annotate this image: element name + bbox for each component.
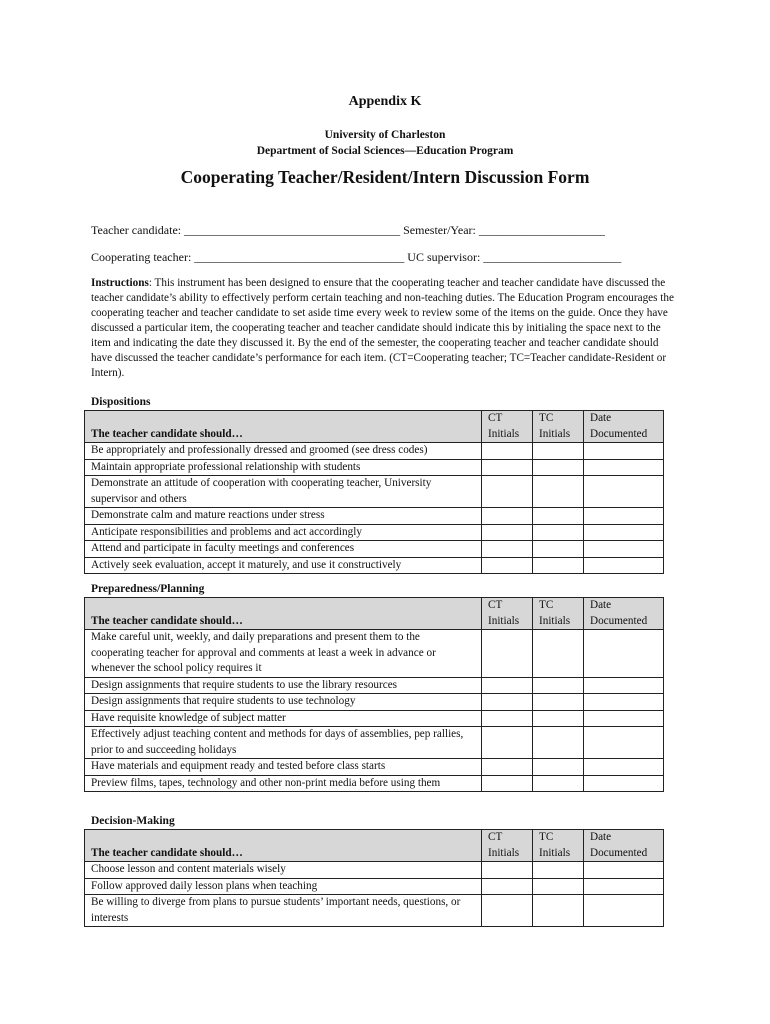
date-cell[interactable] (584, 508, 664, 525)
header-ct-line2: Initials (488, 427, 520, 440)
header-date (584, 411, 664, 443)
header-date-line2: Documented (590, 614, 648, 627)
decision-making-table (84, 829, 664, 927)
tc-initials-cell[interactable] (533, 878, 584, 895)
ct-initials-cell[interactable] (482, 759, 533, 776)
table-row (85, 727, 664, 759)
tc-initials-cell[interactable] (533, 694, 584, 711)
date-cell[interactable] (584, 630, 664, 678)
semester-label: Semester/Year: (403, 223, 476, 237)
table-row (85, 862, 664, 879)
ct-initials-cell[interactable] (482, 694, 533, 711)
item-text: Make careful unit, weekly, and daily preparations and present them to the cooperating teacher for approval and comments at least a week in advance or whenever the school policy requires it (85, 630, 482, 678)
item-text: Follow approved daily lesson plans when teaching (85, 878, 482, 895)
table-row (85, 630, 664, 678)
header-tc (533, 411, 584, 443)
tc-initials-cell[interactable] (533, 677, 584, 694)
item-text: Preview films, tapes, technology and other non-print media before using them (85, 775, 482, 792)
item-text: Demonstrate calm and mature reactions under stress (85, 508, 482, 525)
ct-initials-cell[interactable] (482, 862, 533, 879)
ct-initials-cell[interactable] (482, 459, 533, 476)
tc-initials-cell[interactable] (533, 557, 584, 574)
header-date-line1: Date (590, 599, 612, 611)
table-row (85, 878, 664, 895)
table-row (85, 694, 664, 711)
date-cell[interactable] (584, 727, 664, 759)
tc-initials-cell[interactable] (533, 508, 584, 525)
header-date-line1: Date (590, 412, 612, 424)
header-tc-line1: TC (539, 599, 554, 611)
item-text: Demonstrate an attitude of cooperation with cooperating teacher, University supervisor and others (85, 476, 482, 508)
header-tc-line2: Initials (539, 427, 571, 440)
date-cell[interactable] (584, 541, 664, 558)
ct-initials-cell[interactable] (482, 476, 533, 508)
item-text: Have materials and equipment ready and tested before class starts (85, 759, 482, 776)
table-row (85, 524, 664, 541)
ct-initials-cell[interactable] (482, 557, 533, 574)
header-date-line1: Date (590, 831, 612, 843)
ct-initials-cell[interactable] (482, 524, 533, 541)
table-header-row (85, 411, 664, 443)
header-ct-line1: CT (488, 599, 503, 611)
header-tc-line1: TC (539, 831, 554, 843)
header-ct-line1: CT (488, 412, 503, 424)
header-tc-line1: TC (539, 412, 554, 424)
tc-initials-cell[interactable] (533, 541, 584, 558)
date-cell[interactable] (584, 710, 664, 727)
item-text: Be appropriately and professionally dressed and groomed (see dress codes) (85, 443, 482, 460)
table-row (85, 759, 664, 776)
header-date (584, 830, 664, 862)
tc-initials-cell[interactable] (533, 862, 584, 879)
item-text: Maintain appropriate professional relationship with students (85, 459, 482, 476)
ct-initials-cell[interactable] (482, 727, 533, 759)
uc-supervisor-label: UC supervisor: (407, 250, 481, 264)
dispositions-table (84, 410, 664, 574)
header-item: The teacher candidate should… (85, 598, 482, 630)
header-ct-line2: Initials (488, 846, 520, 859)
section-title-decision-making: Decision-Making (91, 815, 175, 827)
item-text: Attend and participate in faculty meetings and conferences (85, 541, 482, 558)
uc-supervisor-blank[interactable]: _______________________ (480, 250, 622, 264)
cooperating-teacher-row (91, 250, 621, 265)
ct-initials-cell[interactable] (482, 630, 533, 678)
date-cell[interactable] (584, 459, 664, 476)
tc-initials-cell[interactable] (533, 630, 584, 678)
cooperating-teacher-label: Cooperating teacher: (91, 250, 192, 264)
ct-initials-cell[interactable] (482, 443, 533, 460)
instructions-label: Instructions (91, 277, 149, 289)
preparedness-table (84, 597, 664, 792)
item-text: Design assignments that require students to use technology (85, 694, 482, 711)
item-text: Effectively adjust teaching content and methods for days of assemblies, pep rallies, prior to and succeeding holidays (85, 727, 482, 759)
university-name: University of Charleston (324, 129, 446, 141)
date-cell[interactable] (584, 524, 664, 541)
table-row (85, 541, 664, 558)
table-row (85, 677, 664, 694)
table-row (85, 557, 664, 574)
header-tc-line2: Initials (539, 846, 571, 859)
date-cell[interactable] (584, 759, 664, 776)
section-title-dispositions: Dispositions (91, 396, 151, 408)
teacher-candidate-blank[interactable]: ____________________________________ (181, 223, 404, 237)
header-ct (482, 411, 533, 443)
instructions-text: : This instrument has been designed to ensure that the cooperating teacher and teacher candidate have discussed the teacher candidate’s ability to effectively perform certain teaching and non-teaching duties. The Education Program encourages the cooperating teacher and teacher candidate to set aside time every week to review some of the items on the guide. Once they have discussed a particular item, the cooperating teacher and teacher candidate should indicate this by initialing the space next to the item and indicating the date they discussed it. By the end of the semester, the cooperating teacher and teacher candidate should have discussed the teacher candidate’s performance for each item. (CT=Cooperating teacher; TC=Teacher candidate-Resident or Intern). (91, 277, 674, 379)
date-cell[interactable] (584, 895, 664, 927)
header-tc-line2: Initials (539, 614, 571, 627)
tc-initials-cell[interactable] (533, 459, 584, 476)
header-tc (533, 830, 584, 862)
header-item: The teacher candidate should… (85, 411, 482, 443)
item-text: Have requisite knowledge of subject matter (85, 710, 482, 727)
header-ct-line2: Initials (488, 614, 520, 627)
tc-initials-cell[interactable] (533, 524, 584, 541)
tc-initials-cell[interactable] (533, 759, 584, 776)
header-ct-line1: CT (488, 831, 503, 843)
item-text: Be willing to diverge from plans to pursue students’ important needs, questions, or interests (85, 895, 482, 927)
table-header-row (85, 830, 664, 862)
department-name: Department of Social Sciences—Education Program (256, 145, 514, 157)
tc-initials-cell[interactable] (533, 727, 584, 759)
tc-initials-cell[interactable] (533, 775, 584, 792)
header-ct (482, 830, 533, 862)
item-text: Design assignments that require students to use the library resources (85, 677, 482, 694)
table-row (85, 710, 664, 727)
tc-initials-cell[interactable] (533, 710, 584, 727)
teacher-candidate-label: Teacher candidate: (91, 223, 182, 237)
item-text: Anticipate responsibilities and problems and act accordingly (85, 524, 482, 541)
ct-initials-cell[interactable] (482, 710, 533, 727)
ct-initials-cell[interactable] (482, 541, 533, 558)
table-header-row (85, 598, 664, 630)
table-row (85, 508, 664, 525)
tc-initials-cell[interactable] (533, 895, 584, 927)
date-cell[interactable] (584, 862, 664, 879)
date-cell[interactable] (584, 476, 664, 508)
ct-initials-cell[interactable] (482, 508, 533, 525)
table-row (85, 443, 664, 460)
ct-initials-cell[interactable] (482, 878, 533, 895)
header-ct (482, 598, 533, 630)
header-date-line2: Documented (590, 427, 648, 440)
date-cell[interactable] (584, 694, 664, 711)
tc-initials-cell[interactable] (533, 476, 584, 508)
ct-initials-cell[interactable] (482, 895, 533, 927)
form-title: Cooperating Teacher/Resident/Intern Discussion Form (180, 167, 590, 187)
cooperating-teacher-blank[interactable]: ___________________________________ (191, 250, 408, 264)
table-row (85, 459, 664, 476)
section-title-preparedness: Preparedness/Planning (91, 583, 205, 595)
header-tc (533, 598, 584, 630)
date-cell[interactable] (584, 677, 664, 694)
appendix-label: Appendix K (348, 94, 422, 109)
table-row (85, 895, 664, 927)
instructions-paragraph (91, 276, 679, 381)
tc-initials-cell[interactable] (533, 443, 584, 460)
date-cell[interactable] (584, 878, 664, 895)
header-date-line2: Documented (590, 846, 648, 859)
teacher-candidate-row (91, 223, 605, 238)
ct-initials-cell[interactable] (482, 775, 533, 792)
table-row (85, 775, 664, 792)
ct-initials-cell[interactable] (482, 677, 533, 694)
item-text: Actively seek evaluation, accept it maturely, and use it constructively (85, 557, 482, 574)
header-date (584, 598, 664, 630)
date-cell[interactable] (584, 443, 664, 460)
table-row (85, 476, 664, 508)
item-text: Choose lesson and content materials wisely (85, 862, 482, 879)
date-cell[interactable] (584, 557, 664, 574)
date-cell[interactable] (584, 775, 664, 792)
semester-blank[interactable]: _____________________ (475, 223, 605, 237)
header-item: The teacher candidate should… (85, 830, 482, 862)
